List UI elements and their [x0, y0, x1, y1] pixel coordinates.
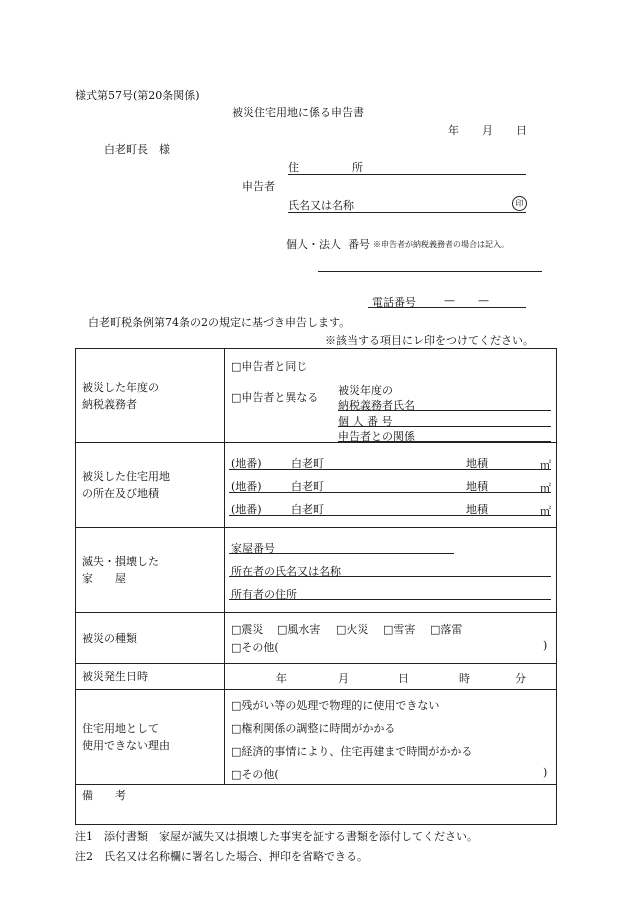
disaster-type-row — [76, 613, 557, 664]
reason-label — [76, 690, 225, 785]
disaster-minute: 分 — [515, 672, 526, 685]
other-disaster-checkbox[interactable]: □その他( — [231, 641, 279, 654]
location-content — [225, 443, 557, 528]
town-label: 白老町 — [291, 457, 324, 470]
form-title: 被災住宅用地に係る申告書 — [232, 106, 364, 119]
town-label: 白老町 — [291, 480, 324, 493]
house-number-field[interactable] — [229, 553, 454, 554]
reason-label-line-2: 使用できない理由 — [82, 739, 170, 752]
house-row — [76, 528, 557, 613]
taxpayer-number-field[interactable] — [338, 426, 551, 427]
lot-label: (地番) — [231, 503, 262, 516]
note-2: 注2 氏名又は名称欄に署名した場合、押印を省略できる。 — [75, 850, 368, 863]
reason-label-line-1: 住宅用地として — [82, 722, 159, 735]
area-label: 地積 — [466, 457, 488, 470]
house-label-line-1: 滅失・損壊した — [82, 555, 159, 568]
different-from-applicant-checkbox[interactable]: □申告者と異なる — [231, 391, 319, 404]
date-month: 月 — [482, 124, 493, 137]
remarks-label: 備 考 — [82, 789, 126, 802]
personal-number-label: 個 人 番 号 — [338, 415, 393, 428]
rights-reason-checkbox[interactable]: □権利関係の調整に時間がかかる — [231, 722, 396, 735]
house-content — [225, 528, 557, 613]
disaster-date-label-text: 被災発生日時 — [82, 670, 148, 683]
phone-label: 電話番号 — [372, 296, 416, 309]
date-day: 日 — [516, 124, 527, 137]
owner-address-field[interactable] — [229, 599, 551, 600]
taxpayer-field-year: 被災年度の — [338, 384, 393, 397]
taxpayer-name-field[interactable] — [338, 410, 551, 411]
name-field[interactable] — [288, 212, 526, 213]
intro-text: 白老町税条例第74条の2の規定に基づき申告します。 — [88, 316, 351, 329]
taxpayer-label-line-1: 被災した年度の — [82, 380, 159, 394]
location-row — [76, 443, 557, 528]
remarks-row — [76, 785, 557, 825]
name-label: 氏名又は名称 — [288, 199, 354, 212]
reason-row — [76, 690, 557, 785]
disaster-date-row — [76, 664, 557, 690]
owner-name-label: 所在者の氏名又は名称 — [231, 565, 341, 578]
debris-reason-checkbox[interactable]: □残がい等の処理で物理的に使用できない — [231, 699, 440, 712]
economic-reason-checkbox[interactable]: □経済的事情により、住宅再建まで時間がかかる — [231, 745, 473, 758]
location-line-3[interactable] — [229, 515, 551, 516]
location-label — [76, 443, 225, 528]
town-label: 白老町 — [291, 503, 324, 516]
relationship-label: 申告者との関係 — [338, 430, 415, 443]
phone-dash-1: — — [444, 294, 455, 307]
disaster-type-content — [225, 613, 557, 664]
taxpayer-label-line-2: 納税義務者 — [82, 397, 137, 411]
location-line-1[interactable] — [229, 469, 551, 470]
lot-label: (地番) — [231, 457, 262, 470]
application-table — [75, 348, 557, 825]
lightning-checkbox[interactable]: □落雷 — [430, 623, 463, 636]
taxpayer-content — [225, 349, 557, 443]
disaster-year: 年 — [276, 672, 287, 685]
number-label: 番号 — [348, 238, 370, 251]
taxpayer-row — [76, 349, 557, 443]
owner-name-field[interactable] — [229, 576, 551, 577]
sqm-unit: ㎡ — [540, 459, 551, 472]
earthquake-checkbox[interactable]: □震災 — [231, 623, 264, 636]
fire-checkbox[interactable]: □火災 — [336, 623, 369, 636]
disaster-type-label — [76, 613, 225, 664]
addressee: 白老町長 様 — [104, 143, 170, 156]
same-as-applicant-checkbox[interactable]: □申告者と同じ — [231, 360, 308, 373]
house-number-label: 家屋番号 — [231, 542, 275, 555]
address-label-1: 住 — [288, 161, 299, 174]
taxpayer-label — [76, 349, 225, 443]
note-1: 注1 添付書類 家屋が滅失又は損壊した事実を証する書類を添付してください。 — [75, 830, 478, 843]
seal-mark: 印 — [512, 196, 527, 211]
disaster-month: 月 — [338, 672, 349, 685]
owner-address-label: 所有者の住所 — [231, 588, 297, 601]
location-label-line-1: 被災した住宅用地 — [82, 470, 170, 483]
number-note: ※申告者が納税義務者の場合は記入。 — [373, 240, 509, 249]
personal-number-field[interactable] — [318, 271, 542, 272]
other-reason-checkbox[interactable]: □その他( — [231, 768, 279, 781]
area-label: 地積 — [466, 480, 488, 493]
house-label-line-2: 家 屋 — [82, 572, 126, 585]
snow-checkbox[interactable]: □雪害 — [383, 623, 416, 636]
sqm-unit: ㎡ — [540, 505, 551, 518]
date-year: 年 — [448, 124, 459, 137]
location-line-2[interactable] — [229, 492, 551, 493]
other-reason-close: ) — [543, 766, 548, 779]
disaster-hour: 時 — [459, 672, 470, 685]
reason-content — [225, 690, 557, 785]
address-field[interactable] — [288, 174, 526, 175]
phone-field[interactable] — [368, 307, 526, 308]
disaster-date-content[interactable] — [225, 664, 557, 690]
remarks-cell[interactable] — [76, 785, 557, 825]
applicant-label: 申告者 — [242, 180, 275, 193]
location-label-line-2: の所在及び地積 — [82, 487, 159, 500]
lot-label: (地番) — [231, 480, 262, 493]
sqm-unit: ㎡ — [540, 482, 551, 495]
address-label-2: 所 — [352, 161, 363, 174]
disaster-date-label — [76, 664, 225, 690]
disaster-day: 日 — [398, 672, 409, 685]
form-number: 様式第57号(第20条関係) — [75, 89, 200, 102]
area-label: 地積 — [466, 503, 488, 516]
phone-dash-2: — — [478, 294, 489, 307]
taxpayer-name-label: 納税義務者氏名 — [338, 399, 415, 412]
other-disaster-close: ) — [543, 639, 548, 652]
disaster-type-label-text: 被災の種類 — [82, 631, 137, 645]
house-label — [76, 528, 225, 613]
flood-checkbox[interactable]: □風水害 — [277, 623, 321, 636]
person-corp-label: 個人・法人 — [286, 238, 341, 251]
check-note: ※該当する項目にレ印をつけてください。 — [325, 334, 534, 347]
